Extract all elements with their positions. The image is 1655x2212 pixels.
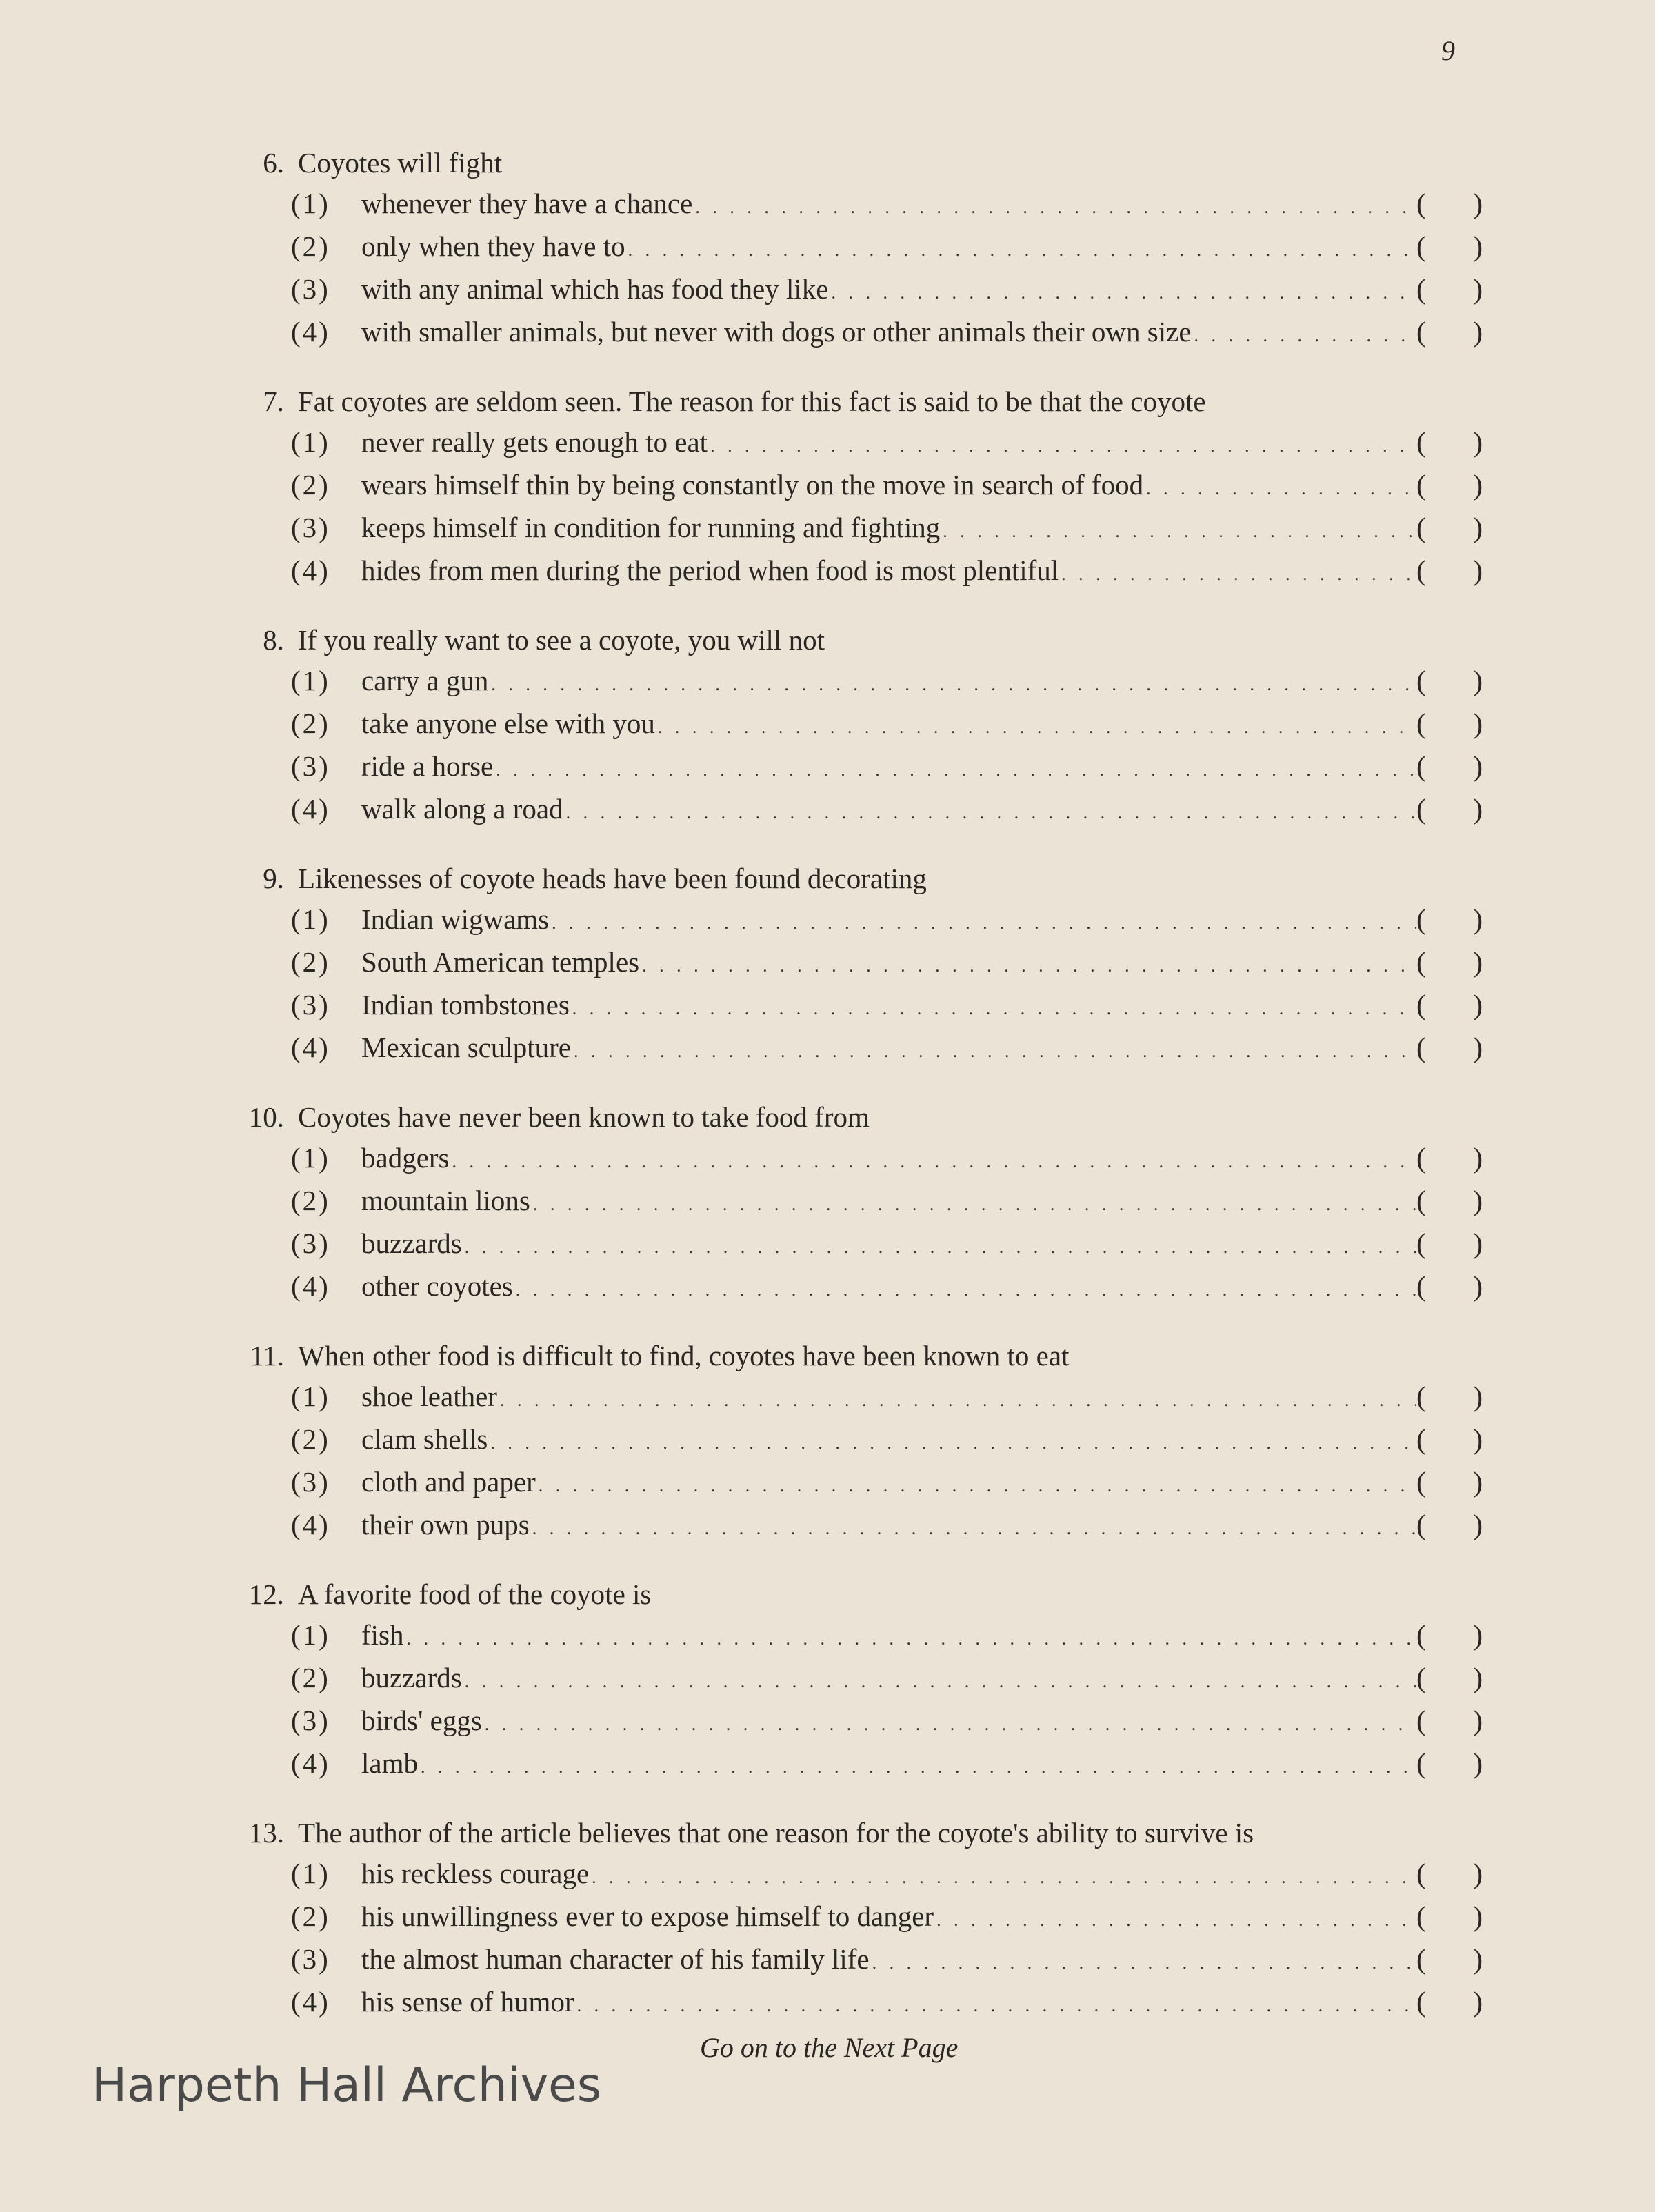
dot-leader [870, 1940, 1416, 1982]
dot-leader [513, 1267, 1416, 1309]
question-number: 10. [248, 1101, 284, 1133]
question-text: Coyotes will fight [298, 147, 503, 179]
answer-option [291, 1267, 1483, 1309]
question [228, 1334, 1483, 1548]
option-number: (4) [291, 316, 330, 348]
option-text: his sense of humor [361, 1986, 574, 2018]
option-text: with smaller animals, but never with dogs or other animals their own size [361, 316, 1192, 348]
answer-option [291, 747, 1483, 790]
dot-leader [549, 900, 1416, 943]
option-number: (2) [291, 469, 330, 501]
question-text: When other food is difficult to find, coyotes have been known to eat [298, 1340, 1070, 1371]
option-number: (3) [291, 1943, 330, 1975]
question-stem [228, 141, 1483, 184]
answer-option [291, 551, 1483, 594]
option-number: (4) [291, 1032, 330, 1063]
paren-close: ) [1473, 426, 1483, 458]
question-text: Fat coyotes are seldom seen. The reason for this fact is said to be that the coyote [298, 385, 1206, 417]
paren-open: ( [1416, 1858, 1426, 1889]
answer-blank[interactable] [1416, 1028, 1483, 1067]
answer-blank[interactable] [1416, 1138, 1483, 1178]
paren-close: ) [1473, 316, 1483, 348]
option-text: cloth and paper [361, 1466, 536, 1498]
question-text: Coyotes have never been known to take food from [298, 1101, 870, 1133]
option-number: (2) [291, 1662, 330, 1693]
question-number: 6. [263, 147, 284, 179]
paren-close: ) [1473, 1423, 1483, 1455]
paren-close: ) [1473, 903, 1483, 935]
paren-close: ) [1473, 946, 1483, 978]
answer-option [291, 1982, 1483, 2025]
paren-open: ( [1416, 1509, 1426, 1540]
dot-leader [574, 1982, 1416, 2025]
question [228, 1096, 1483, 1309]
paren-open: ( [1416, 989, 1426, 1020]
paren-open: ( [1416, 316, 1426, 348]
answer-options [228, 661, 1483, 832]
paren-close: ) [1473, 1705, 1483, 1736]
option-number: (4) [291, 793, 330, 825]
answer-option [291, 1420, 1483, 1462]
answer-blank[interactable] [1416, 1181, 1483, 1220]
answer-blank[interactable] [1416, 790, 1483, 829]
answer-blank[interactable] [1416, 985, 1483, 1025]
answer-options [228, 1138, 1483, 1309]
answer-blank[interactable] [1416, 1744, 1483, 1783]
dot-leader [570, 985, 1416, 1028]
answer-blank[interactable] [1416, 661, 1483, 701]
answer-options [228, 1616, 1483, 1787]
answer-blank[interactable] [1416, 747, 1483, 786]
answer-options [228, 1377, 1483, 1548]
paren-close: ) [1473, 1619, 1483, 1651]
paren-close: ) [1473, 1943, 1483, 1975]
next-page-instruction: Go on to the Next Page [700, 2032, 959, 2063]
question [228, 1573, 1483, 1787]
option-number: (3) [291, 989, 330, 1020]
option-text: his reckless courage [361, 1858, 590, 1889]
option-text: Indian wigwams [361, 903, 550, 935]
option-number: (2) [291, 1185, 330, 1216]
paren-close: ) [1473, 707, 1483, 739]
option-number: (3) [291, 512, 330, 543]
answer-blank[interactable] [1416, 900, 1483, 939]
paren-open: ( [1416, 665, 1426, 696]
dot-leader [625, 227, 1416, 270]
answer-option [291, 1138, 1483, 1181]
answer-option [291, 985, 1483, 1028]
option-text: lamb [361, 1747, 418, 1779]
answer-blank[interactable] [1416, 1658, 1483, 1698]
dot-leader [462, 1658, 1416, 1701]
option-text: never really gets enough to eat [361, 426, 708, 458]
dot-leader [692, 184, 1416, 227]
paren-close: ) [1473, 1270, 1483, 1302]
option-text: whenever they have a chance [361, 188, 693, 219]
answer-blank[interactable] [1416, 1701, 1483, 1740]
answer-blank[interactable] [1416, 1420, 1483, 1459]
option-number: (3) [291, 273, 330, 305]
answer-option [291, 1028, 1483, 1071]
answer-blank[interactable] [1416, 465, 1483, 505]
answer-option [291, 790, 1483, 832]
paren-open: ( [1416, 1466, 1426, 1498]
answer-blank[interactable] [1416, 551, 1483, 590]
option-text: buzzards [361, 1227, 462, 1259]
option-text: birds' eggs [361, 1705, 482, 1736]
option-text: buzzards [361, 1662, 462, 1693]
option-text: hides from men during the period when food is most plentiful [361, 554, 1059, 586]
paren-close: ) [1473, 188, 1483, 219]
option-number: (4) [291, 1509, 330, 1540]
option-text: Mexican sculpture [361, 1032, 571, 1063]
answer-blank[interactable] [1416, 1854, 1483, 1893]
answer-option [291, 1224, 1483, 1267]
answer-blank[interactable] [1416, 1267, 1483, 1306]
answer-option [291, 1940, 1483, 1982]
option-text: shoe leather [361, 1380, 497, 1412]
paren-open: ( [1416, 1662, 1426, 1693]
paren-close: ) [1473, 1466, 1483, 1498]
option-number: (3) [291, 1227, 330, 1259]
option-text: take anyone else with you [361, 707, 655, 739]
option-number: (4) [291, 1747, 330, 1779]
paren-close: ) [1473, 665, 1483, 696]
quiz-questions [228, 141, 1483, 2050]
paren-open: ( [1416, 1705, 1426, 1736]
question [228, 141, 1483, 355]
dot-leader [462, 1224, 1416, 1267]
answer-blank[interactable] [1416, 1940, 1483, 1979]
question-number: 8. [263, 624, 284, 656]
paren-close: ) [1473, 1509, 1483, 1540]
dot-leader [482, 1701, 1416, 1744]
option-number: (3) [291, 1466, 330, 1498]
dot-leader [563, 790, 1416, 832]
answer-option [291, 423, 1483, 465]
option-number: (4) [291, 1270, 330, 1302]
paren-close: ) [1473, 230, 1483, 262]
answer-blank[interactable] [1416, 1616, 1483, 1655]
option-text: walk along a road [361, 793, 563, 825]
paren-close: ) [1473, 1032, 1483, 1063]
paren-close: ) [1473, 1380, 1483, 1412]
question [228, 619, 1483, 832]
paren-open: ( [1416, 469, 1426, 501]
paren-open: ( [1416, 1185, 1426, 1216]
question-text: Likenesses of coyote heads have been found decorating [298, 863, 927, 894]
paren-close: ) [1473, 469, 1483, 501]
option-text: Indian tombstones [361, 989, 570, 1020]
option-number: (1) [291, 1142, 330, 1174]
answer-option [291, 1377, 1483, 1420]
option-text: mountain lions [361, 1185, 530, 1216]
answer-option [291, 1505, 1483, 1548]
question-stem [228, 1811, 1483, 1854]
option-text: the almost human character of his family life [361, 1943, 870, 1975]
option-text: badgers [361, 1142, 450, 1174]
dot-leader [828, 270, 1416, 312]
paren-open: ( [1416, 1986, 1426, 2018]
paren-close: ) [1473, 1142, 1483, 1174]
dot-leader [639, 943, 1416, 985]
answer-options [228, 1854, 1483, 2025]
answer-option [291, 1616, 1483, 1658]
option-text: their own pups [361, 1509, 530, 1540]
question-number: 12. [248, 1578, 284, 1610]
paren-close: ) [1473, 750, 1483, 782]
answer-option [291, 900, 1483, 943]
paren-open: ( [1416, 1943, 1426, 1975]
option-number: (1) [291, 426, 330, 458]
paren-open: ( [1416, 554, 1426, 586]
dot-leader [708, 423, 1416, 465]
option-text: fish [361, 1619, 404, 1651]
answer-option [291, 943, 1483, 985]
answer-blank[interactable] [1416, 1224, 1483, 1263]
question-text: The author of the article believes that one reason for the coyote's ability to survive is [298, 1817, 1254, 1849]
answer-blank[interactable] [1416, 943, 1483, 982]
answer-options [228, 900, 1483, 1071]
dot-leader [418, 1744, 1416, 1787]
answer-options [228, 184, 1483, 355]
paren-open: ( [1416, 793, 1426, 825]
paren-open: ( [1416, 1747, 1426, 1779]
option-text: South American temples [361, 946, 640, 978]
question-stem [228, 1573, 1483, 1616]
question [228, 380, 1483, 594]
answer-blank[interactable] [1416, 508, 1483, 547]
option-number: (1) [291, 665, 330, 696]
paren-close: ) [1473, 1747, 1483, 1779]
answer-blank[interactable] [1416, 1377, 1483, 1416]
paren-close: ) [1473, 1900, 1483, 1932]
paren-close: ) [1473, 273, 1483, 305]
answer-options [228, 423, 1483, 594]
dot-leader [655, 704, 1416, 747]
dot-leader [497, 1377, 1416, 1420]
paren-open: ( [1416, 1423, 1426, 1455]
answer-option [291, 508, 1483, 551]
paren-open: ( [1416, 1900, 1426, 1932]
dot-leader [530, 1505, 1416, 1548]
option-number: (3) [291, 1705, 330, 1736]
dot-leader [589, 1854, 1416, 1897]
paren-open: ( [1416, 426, 1426, 458]
paren-close: ) [1473, 1662, 1483, 1693]
dot-leader [404, 1616, 1417, 1658]
archive-watermark: Harpeth Hall Archives [92, 2058, 602, 2113]
paren-open: ( [1416, 750, 1426, 782]
paren-open: ( [1416, 707, 1426, 739]
page-number: 9 [1441, 35, 1455, 66]
option-number: (1) [291, 903, 330, 935]
paren-open: ( [1416, 1032, 1426, 1063]
answer-option [291, 1701, 1483, 1744]
question [228, 1811, 1483, 2025]
answer-option [291, 1462, 1483, 1505]
answer-option [291, 1658, 1483, 1701]
paren-open: ( [1416, 273, 1426, 305]
dot-leader [1059, 551, 1416, 594]
answer-option [291, 1854, 1483, 1897]
paren-close: ) [1473, 989, 1483, 1020]
answer-blank[interactable] [1416, 1462, 1483, 1502]
option-number: (4) [291, 554, 330, 586]
option-number: (2) [291, 707, 330, 739]
answer-option [291, 312, 1483, 355]
question-stem [228, 619, 1483, 661]
answer-option [291, 184, 1483, 227]
question-stem [228, 380, 1483, 423]
answer-blank[interactable] [1416, 1505, 1483, 1545]
question-number: 11. [250, 1340, 284, 1371]
option-text: ride a horse [361, 750, 494, 782]
answer-blank[interactable] [1416, 1982, 1483, 2022]
paren-close: ) [1473, 554, 1483, 586]
question-stem [228, 857, 1483, 900]
option-text: clam shells [361, 1423, 488, 1455]
answer-option [291, 465, 1483, 508]
option-text: with any animal which has food they like [361, 273, 829, 305]
paren-open: ( [1416, 1142, 1426, 1174]
answer-blank[interactable] [1416, 704, 1483, 743]
paren-close: ) [1473, 1227, 1483, 1259]
question [228, 857, 1483, 1071]
question-stem [228, 1096, 1483, 1138]
question-number: 9. [263, 863, 284, 894]
question-text: If you really want to see a coyote, you will not [298, 624, 825, 656]
paren-open: ( [1416, 1227, 1426, 1259]
answer-option [291, 270, 1483, 312]
dot-leader [488, 661, 1416, 704]
option-number: (2) [291, 1423, 330, 1455]
dot-leader [940, 508, 1416, 551]
dot-leader [450, 1138, 1416, 1181]
dot-leader [493, 747, 1416, 790]
option-number: (3) [291, 750, 330, 782]
paren-open: ( [1416, 230, 1426, 262]
answer-blank[interactable] [1416, 270, 1483, 309]
answer-option [291, 661, 1483, 704]
option-text: only when they have to [361, 230, 625, 262]
paren-open: ( [1416, 1619, 1426, 1651]
option-number: (2) [291, 1900, 330, 1932]
option-number: (2) [291, 230, 330, 262]
question-number: 13. [248, 1817, 284, 1849]
option-number: (2) [291, 946, 330, 978]
paren-close: ) [1473, 793, 1483, 825]
option-number: (1) [291, 1858, 330, 1889]
paren-close: ) [1473, 1986, 1483, 2018]
option-text: wears himself thin by being constantly on the move in search of food [361, 469, 1144, 501]
paren-open: ( [1416, 1380, 1426, 1412]
dot-leader [571, 1028, 1416, 1071]
answer-blank[interactable] [1416, 423, 1483, 462]
option-text: his unwillingness ever to expose himself to danger [361, 1900, 934, 1932]
option-text: keeps himself in condition for running and fighting [361, 512, 941, 543]
paren-open: ( [1416, 1270, 1426, 1302]
paren-close: ) [1473, 1858, 1483, 1889]
paren-open: ( [1416, 512, 1426, 543]
option-number: (1) [291, 188, 330, 219]
answer-blank[interactable] [1416, 1897, 1483, 1936]
option-text: other coyotes [361, 1270, 513, 1302]
answer-option [291, 1897, 1483, 1940]
answer-option [291, 1181, 1483, 1224]
dot-leader [530, 1181, 1416, 1224]
option-number: (1) [291, 1380, 330, 1412]
answer-option [291, 704, 1483, 747]
paren-close: ) [1473, 1185, 1483, 1216]
paren-close: ) [1473, 512, 1483, 543]
option-text: carry a gun [361, 665, 489, 696]
dot-leader [488, 1420, 1416, 1462]
paren-open: ( [1416, 188, 1426, 219]
question-text: A favorite food of the coyote is [298, 1578, 652, 1610]
answer-blank[interactable] [1416, 312, 1483, 352]
paren-open: ( [1416, 903, 1426, 935]
dot-leader [536, 1462, 1416, 1505]
dot-leader [934, 1897, 1416, 1940]
question-number: 7. [263, 385, 284, 417]
paren-open: ( [1416, 946, 1426, 978]
answer-option [291, 227, 1483, 270]
question-stem [228, 1334, 1483, 1377]
answer-option [291, 1744, 1483, 1787]
dot-leader [1192, 312, 1416, 355]
answer-blank[interactable] [1416, 227, 1483, 266]
option-number: (1) [291, 1619, 330, 1651]
option-number: (4) [291, 1986, 330, 2018]
answer-blank[interactable] [1416, 184, 1483, 223]
dot-leader [1143, 465, 1416, 508]
